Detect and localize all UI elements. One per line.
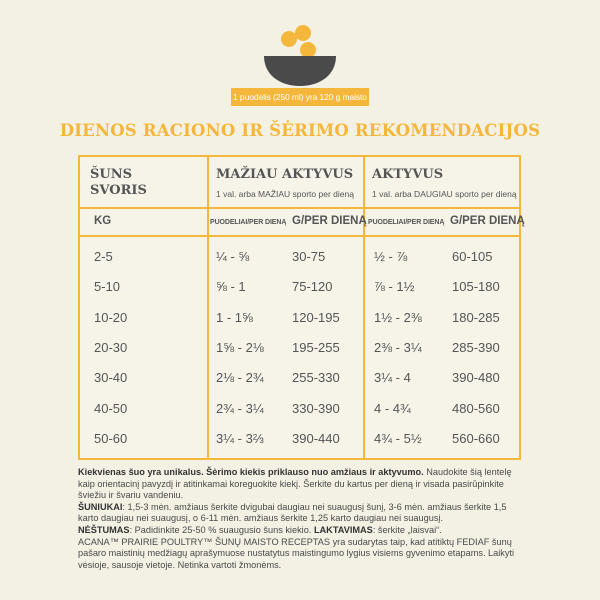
table-cell-kg: 50-60 <box>94 430 128 446</box>
table-cell-less-g: 195-255 <box>292 339 340 355</box>
table-cell-kg: 20-30 <box>94 339 128 355</box>
active-grams-header: G/PER DIENĄ <box>450 215 525 227</box>
weight-unit-header: KG <box>94 215 112 227</box>
table-cell-act-cups: ½ - ⅞ <box>374 249 408 264</box>
feeding-table <box>78 155 525 460</box>
table-cell-kg: 40-50 <box>94 400 128 416</box>
feeding-notes <box>78 467 528 571</box>
weight-header: ŠUNS SVORIS <box>90 167 147 198</box>
active-subtitle: 1 val. arba DAUGIAU sporto per dieną <box>372 189 517 199</box>
less-active-subtitle: 1 val. arba MAŽIAU sporto per dieną <box>216 189 354 199</box>
active-title: AKTYVUS <box>372 167 444 182</box>
table-cell-less-cups: 1⅝ - 2⅛ <box>216 339 264 355</box>
table-divider <box>363 157 365 458</box>
table-cell-act-g: 105-180 <box>452 279 500 295</box>
note-recipe: ACANA™ PRAIRIE POULTRY™ ŠUNŲ MAISTO RECEPTAS yra sudarytas taip, kad atitiktų FEDIAF šunų pašaro maistinių medžiagų aprašymuose nustatytus maistingumo lygius visiems gyvenimo etapams. Laikyti vėsioje, sausoje vietoje. Netinka vartoti žmonėms. <box>78 536 515 570</box>
food-bowl-icon <box>262 20 338 92</box>
table-cell-act-g: 390-480 <box>452 370 500 386</box>
table-cell-kg: 5-10 <box>94 279 121 295</box>
table-cell-act-cups: 3¼ - 4 <box>374 370 411 386</box>
table-cell-less-cups: ⅝ - 1 <box>216 279 246 295</box>
table-cell-act-cups: ⅞ - 1½ <box>374 279 415 295</box>
table-cell-less-cups: ¼ - ⅝ <box>216 249 250 264</box>
table-cell-act-cups: 4¾ - 5½ <box>374 430 422 446</box>
table-cell-act-cups: 1½ - 2⅜ <box>374 309 422 325</box>
table-cell-less-g: 120-195 <box>292 309 340 325</box>
table-divider <box>207 157 209 458</box>
table-cell-act-g: 60-105 <box>452 249 493 264</box>
table-cell-less-g: 30-75 <box>292 249 326 264</box>
table-cell-less-cups: 1 - 1⅝ <box>216 309 253 325</box>
page-title: DIENOS RACIONO IR ŠĖRIMO REKOMENDACIJOS <box>59 121 541 140</box>
table-cell-kg: 2-5 <box>94 249 113 264</box>
note-puppies: ŠUNIUKAI: 1,5-3 mėn. amžiaus šerkite dvigubai daugiau nei suaugusį šunį, 3-6 mėn. amžiaus šerkite 1,5 karto daugiau nei suaugusį, o 6-11 mėn. amžiaus šerkite 1,25 karto daugiau nei suaugusį. <box>78 501 507 524</box>
note-pregnancy: NĖŠTUMAS: Padidinkite 25-50 % suaugusio šuns kiekio. LAKTAVIMAS: šerkite „laisvai“. <box>78 524 442 535</box>
table-cell-kg: 30-40 <box>94 370 128 386</box>
table-cell-act-cups: 4 - 4¾ <box>374 400 411 416</box>
table-cell-act-g: 180-285 <box>452 309 500 325</box>
table-cell-act-g: 560-660 <box>452 430 500 446</box>
less-active-title: MAŽIAU AKTYVUS <box>216 167 354 182</box>
less-grams-header: G/PER DIENĄ <box>292 215 367 227</box>
table-divider <box>80 207 519 209</box>
table-cell-kg: 10-20 <box>94 309 128 325</box>
table-cell-less-g: 75-120 <box>292 279 333 295</box>
table-cell-act-g: 480-560 <box>452 400 500 416</box>
note-general: Kiekvienas šuo yra unikalus. Šėrimo kiekis priklauso nuo amžiaus ir aktyvumo. Naudokite šią lentelę kaip orientacinį pavyzdį ir atitinkamai koreguokite kiekį. Šerkite du kartus per dieną ir visada pasirūpinkite šviežiu ir švariu vandeniu. <box>78 467 512 501</box>
active-cups-header: PUODELIAI/PER DIENĄ <box>368 219 445 226</box>
table-divider <box>80 235 519 237</box>
table-cell-less-g: 255-330 <box>292 370 340 386</box>
table-cell-act-g: 285-390 <box>452 339 500 355</box>
serving-graphic <box>0 0 600 112</box>
table-cell-less-cups: 2⅛ - 2¾ <box>216 370 264 386</box>
table-cell-less-g: 390-440 <box>292 430 340 446</box>
table-cell-less-cups: 3¼ - 3⅔ <box>216 430 264 446</box>
table-cell-act-cups: 2⅜ - 3¼ <box>374 339 422 355</box>
table-cell-less-cups: 2¾ - 3¼ <box>216 400 264 416</box>
table-cell-less-g: 330-390 <box>292 400 340 416</box>
serving-size-banner: 1 puodelis (250 ml) yra 120 g maisto <box>231 88 369 106</box>
less-cups-header: PUODELIAI/PER DIENĄ <box>210 219 287 226</box>
